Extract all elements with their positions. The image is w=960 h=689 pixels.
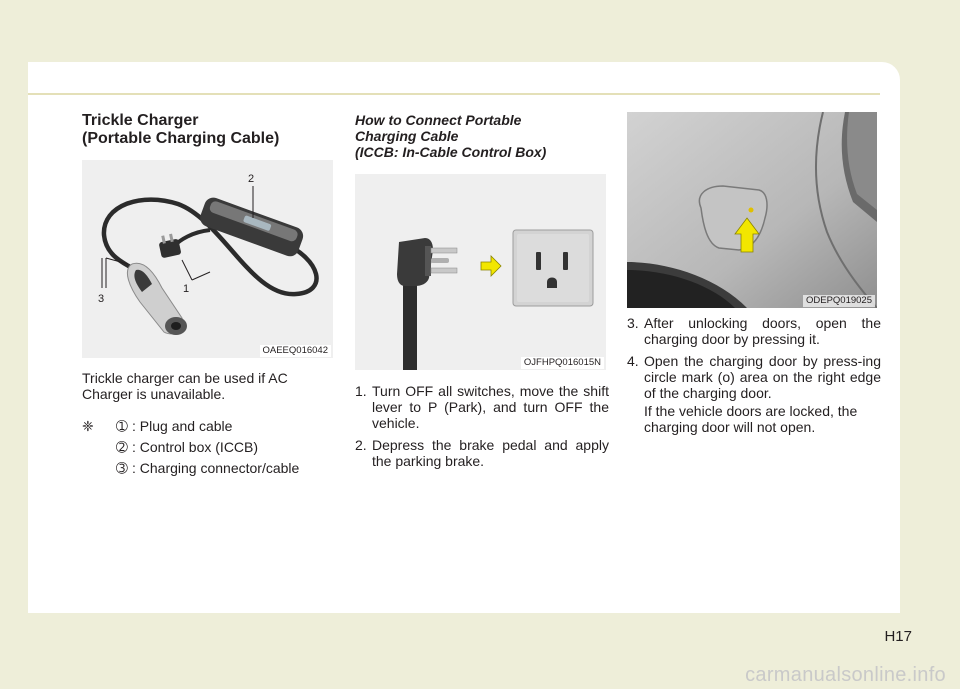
step-item [355,383,609,431]
step-text: Depress the brake pedal and apply the parking brake. [372,437,609,469]
intro-text: Trickle charger can be used if AC Charger is unavailable. [82,370,288,402]
callout-3: 3 [98,293,105,305]
figure-charging-cable [82,160,333,358]
step-item [627,315,881,347]
legend-number: ➀ [116,418,128,434]
step-text: Turn OFF all switches, move the shift lever to P (Park), and turn OFF the vehicle. [372,383,609,431]
circle-mark-icon [749,208,754,213]
legend-text: : Charging connector/cable [132,460,300,476]
plug-outlet-illustration [355,174,606,370]
legend-item [82,437,336,458]
callout-2: 2 [248,173,255,185]
charging-cable-illustration [82,160,333,358]
legend-marker-icon: ❈ [82,418,94,434]
step-text: After unlocking doors, open the charging door by pressing it. [644,315,881,347]
steps-list [355,383,609,469]
section-title-line2: (Portable Charging Cable) [82,130,280,147]
legend-item [82,458,336,479]
figure-code: OAEEQ016042 [260,345,332,357]
subsection-title [355,112,609,160]
column-trickle-charger [82,112,336,479]
component-legend [82,416,336,479]
legend-text: : Plug and cable [132,418,233,434]
section-title [82,112,336,148]
callout-1: 1 [183,283,190,295]
figure-plug-outlet [355,174,606,370]
figure-code: OJFHPQ016015N [521,357,604,369]
legend-number: ➁ [116,439,128,455]
subsection-title-line2: Charging Cable [355,128,459,144]
locked-door-note: If the vehicle doors are locked, the charging door will not open. [644,403,858,435]
step-number: 1. [355,383,367,399]
step-number: 2. [355,437,367,453]
legend-number: ➂ [116,460,128,476]
column-how-to-connect [355,112,609,475]
legend-text: : Control box (ICCB) [132,439,259,455]
legend-item [82,416,336,437]
step-item [627,353,881,401]
subsection-title-line3: (ICCB: In-Cable Control Box) [355,144,547,160]
column-open-charging-door [627,112,881,435]
charging-door-illustration [627,112,877,308]
steps-list-continued [627,315,881,401]
step-text: Open the charging door by press-ing circle mark (o) area on the right edge of the charging door. [644,353,881,401]
step-item [355,437,609,469]
subsection-title-line1: How to Connect Portable [355,112,522,128]
figure-code: ODEPQ019025 [803,295,875,307]
header-rule [28,93,880,95]
page-number: H17 [884,628,912,645]
site-watermark[interactable]: carmanualsonline.info [745,664,946,686]
section-title-line1: Trickle Charger [82,112,199,129]
step-number: 4. [627,353,639,369]
figure-charging-door [627,112,877,308]
step-number: 3. [627,315,639,331]
